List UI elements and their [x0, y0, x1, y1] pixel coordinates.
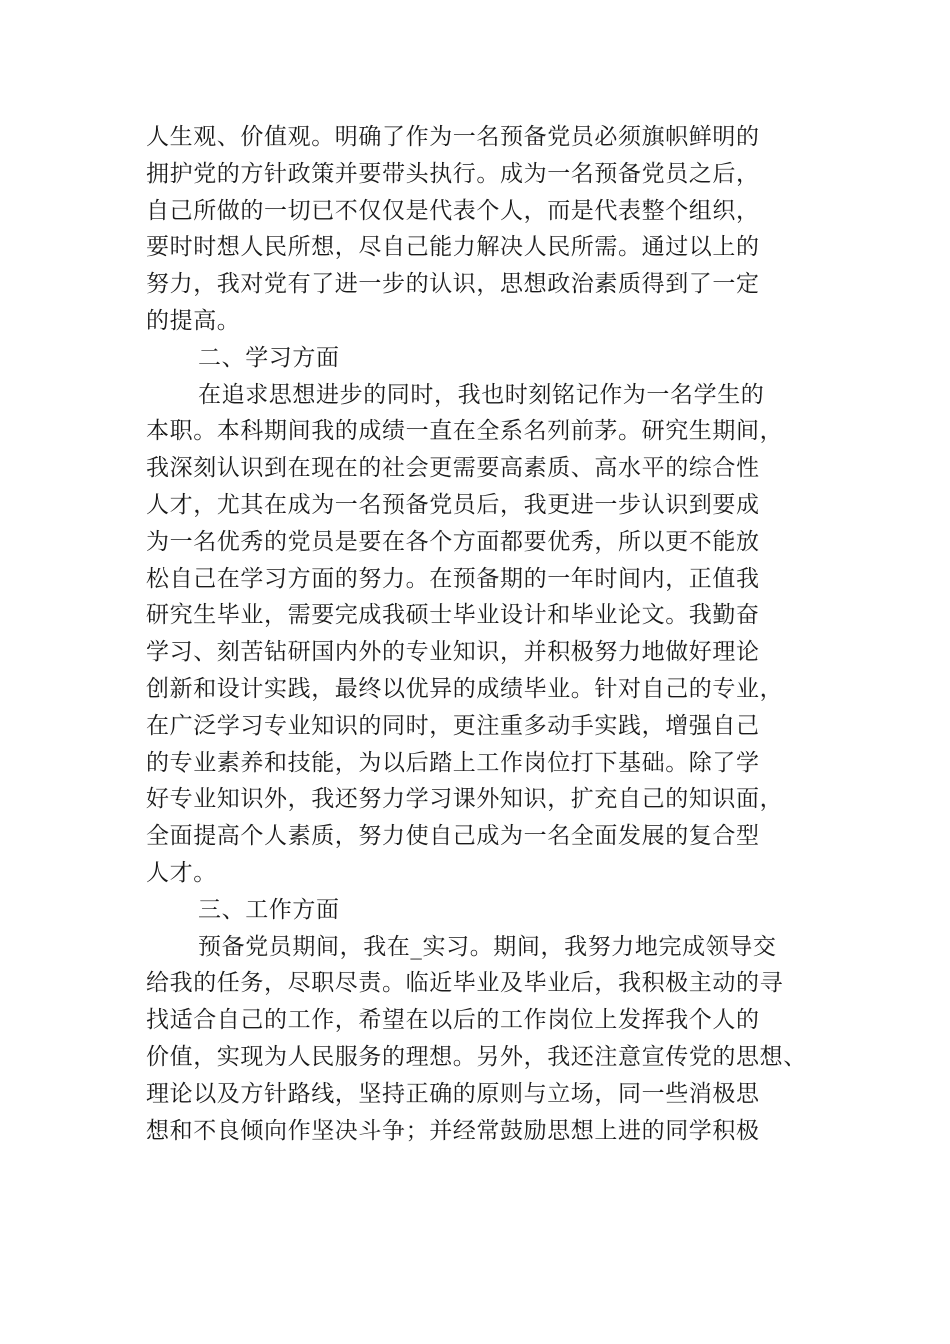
paragraph-line: 本职。本科期间我的成绩一直在全系名列前茅。研究生期间， [146, 418, 784, 445]
paragraph-line: 在追求思想进步的同时，我也时刻铭记作为一名学生的 [198, 381, 765, 408]
paragraph-line: 在广泛学习专业知识的同时，更注重多动手实践，增强自己 [146, 712, 760, 739]
paragraph-line: 的提高。 [146, 307, 241, 334]
paragraph-line: 研究生毕业，需要完成我硕士毕业设计和毕业论文。我勤奋 [146, 602, 760, 629]
paragraph-line: 努力，我对党有了进一步的认识，思想政治素质得到了一定 [146, 271, 760, 298]
paragraph-line: 我深刻认识到在现在的社会更需要高素质、高水平的综合性 [146, 455, 760, 482]
paragraph-line: 自己所做的一切已不仅仅是代表个人，而是代表整个组织， [146, 197, 760, 224]
paragraph-line: 人才。 [146, 859, 217, 886]
section-heading: 二、学习方面 [198, 344, 340, 371]
paragraph-line: 学习、刻苦钻研国内外的专业知识，并积极努力地做好理论 [146, 639, 760, 666]
paragraph-line: 创新和设计实践，最终以优异的成绩毕业。针对自己的专业， [146, 675, 784, 702]
paragraph-line: 松自己在学习方面的努力。在预备期的一年时间内，正值我 [146, 565, 760, 592]
paragraph-line: 人才，尤其在成为一名预备党员后，我更进一步认识到要成 [146, 491, 760, 518]
paragraph-line: 价值，实现为人民服务的理想。另外，我还注意宣传党的思想、 [146, 1043, 807, 1070]
paragraph-line: 要时时想人民所想，尽自己能力解决人民所需。通过以上的 [146, 234, 760, 261]
section-heading: 三、工作方面 [198, 896, 340, 923]
paragraph-line: 好专业知识外，我还努力学习课外知识，扩充自己的知识面， [146, 786, 784, 813]
paragraph-line: 找适合自己的工作，希望在以后的工作岗位上发挥我个人的 [146, 1007, 760, 1034]
paragraph-line: 想和不良倾向作坚决斗争；并经常鼓励思想上进的同学积极 [146, 1117, 760, 1144]
paragraph-line: 预备党员期间，我在_实习。期间，我努力地完成领导交 [198, 933, 777, 960]
paragraph-line: 理论以及方针路线，坚持正确的原则与立场，同一些消极思 [146, 1080, 760, 1107]
paragraph-line: 给我的任务，尽职尽责。临近毕业及毕业后，我积极主动的寻 [146, 970, 784, 997]
paragraph-line: 的专业素养和技能，为以后踏上工作岗位打下基础。除了学 [146, 749, 760, 776]
paragraph-line: 全面提高个人素质，努力使自己成为一名全面发展的复合型 [146, 823, 760, 850]
paragraph-line: 人生观、价值观。明确了作为一名预备党员必须旗帜鲜明的 [146, 124, 760, 150]
paragraph-line: 为一名优秀的党员是要在各个方面都要优秀，所以更不能放 [146, 528, 760, 555]
document-page [146, 119, 810, 1149]
paragraph-line: 拥护党的方针政策并要带头执行。成为一名预备党员之后， [146, 160, 760, 187]
